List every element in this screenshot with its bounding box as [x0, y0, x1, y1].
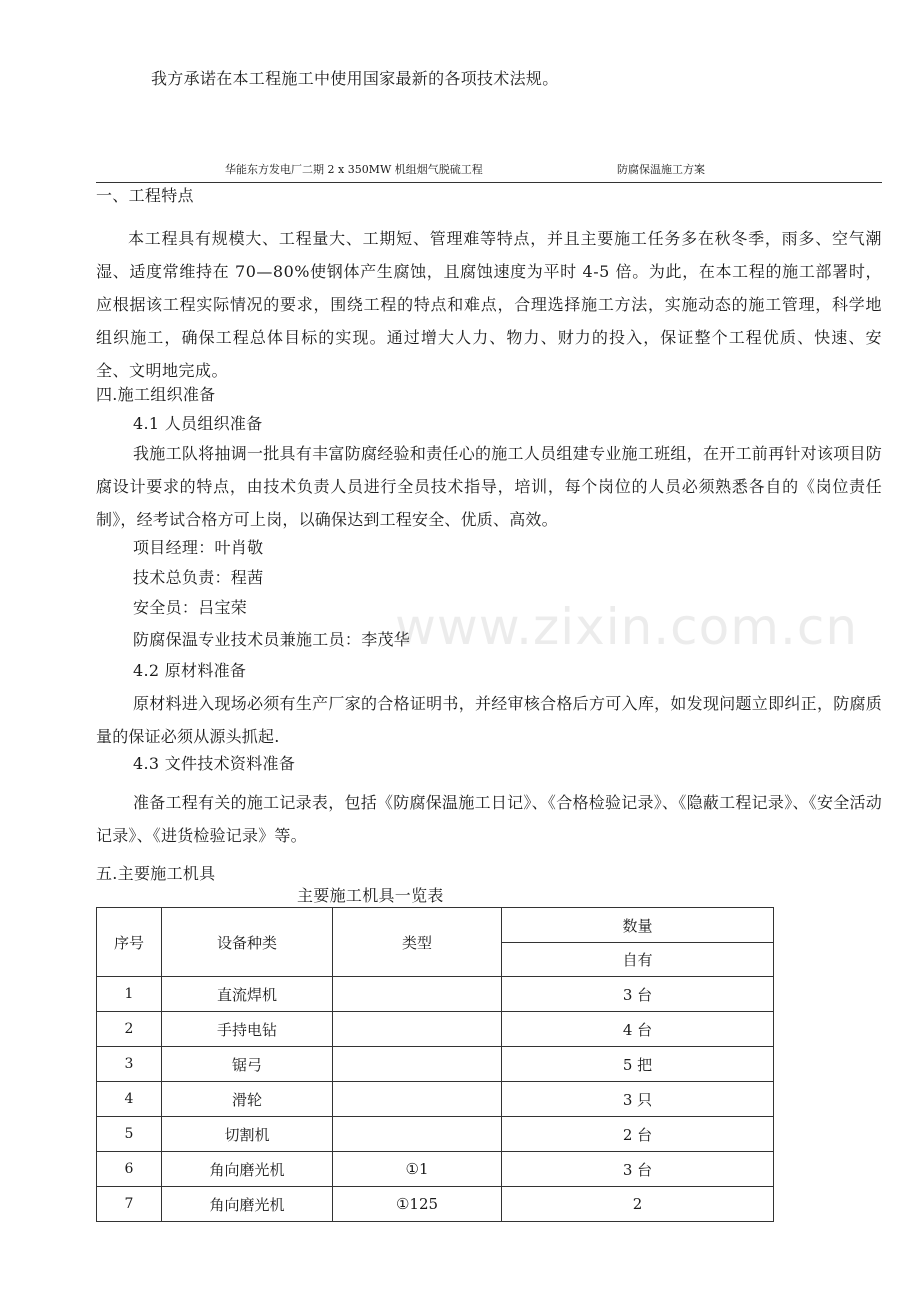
row-seq: 5 [97, 1117, 162, 1152]
row-type: ①1 [333, 1152, 502, 1187]
equipment-table [96, 907, 774, 1222]
column-header-equipment: 设备种类 [162, 908, 333, 977]
section-1-body: 本工程具有规模大、工程量大、工期短、管理难等特点，并且主要施工任务多在秋冬季，雨多、空气潮湿、适度常维持在 70—80%使钢体产生腐蚀，且腐蚀速度为平时 4-5 倍。为此，在本工程的施工部署时，应根据该工程实际情况的要求，围绕工程的特点和难点，合理选择施工方法，实施动态的施工管理，科学地组织施工，确保工程总体目标的实现。通过增大人力、物力、财力的投入，保证整个工程优质、快速、安全、文明地完成。 [96, 229, 882, 380]
row-seq: 4 [97, 1082, 162, 1117]
row-type [333, 1012, 502, 1047]
row-seq: 2 [97, 1012, 162, 1047]
row-equipment: 手持电钻 [162, 1012, 333, 1047]
row-quantity: 3 台 [502, 1152, 774, 1187]
row-equipment: 角向磨光机 [162, 1187, 333, 1222]
row-quantity: 4 台 [502, 1012, 774, 1047]
row-type [333, 977, 502, 1012]
table-row [97, 1117, 774, 1152]
row-quantity: 3 只 [502, 1082, 774, 1117]
row-equipment: 角向磨光机 [162, 1152, 333, 1187]
table-row [97, 1012, 774, 1047]
row-equipment: 滑轮 [162, 1082, 333, 1117]
section-4-2-body: 原材料进入现场必须有生产厂家的合格证明书，并经审核合格后方可入库，如发现问题立即纠正，防腐质量的保证必须从源头抓起. [96, 694, 882, 746]
header-document-title: 防腐保温施工方案 [617, 163, 705, 176]
row-type [333, 1082, 502, 1117]
commitment-line: 我方承诺在本工程施工中使用国家最新的各项技术法规。 [151, 69, 559, 88]
row-seq: 6 [97, 1152, 162, 1187]
row-seq: 1 [97, 977, 162, 1012]
row-quantity: 2 台 [502, 1117, 774, 1152]
column-header-own: 自有 [502, 943, 774, 977]
section-4-2-heading: 4.2 原材料准备 [133, 661, 247, 680]
row-type: ①125 [333, 1187, 502, 1222]
row-seq: 3 [97, 1047, 162, 1082]
row-equipment: 直流焊机 [162, 977, 333, 1012]
section-4-1-heading: 4.1 人员组织准备 [133, 414, 263, 433]
table-row [97, 977, 774, 1012]
staff-technician: 防腐保温专业技术员兼施工员：李茂华 [133, 630, 411, 649]
section-4-3-heading: 4.3 文件技术资料准备 [133, 754, 296, 773]
table-row [97, 1187, 774, 1222]
row-quantity: 3 台 [502, 977, 774, 1012]
header-rule [96, 182, 882, 183]
table-row [97, 1082, 774, 1117]
row-type [333, 1047, 502, 1082]
staff-technical-lead: 技术总负责：程茜 [133, 568, 264, 587]
section-1-heading: 一、工程特点 [96, 186, 194, 205]
column-header-seq: 序号 [97, 908, 162, 977]
section-5-heading: 五.主要施工机具 [96, 864, 216, 883]
column-header-quantity: 数量 [502, 908, 774, 943]
section-4-heading: 四.施工组织准备 [96, 385, 216, 404]
row-equipment: 切割机 [162, 1117, 333, 1152]
staff-project-manager: 项目经理：叶肖敬 [133, 538, 264, 557]
row-type [333, 1117, 502, 1152]
staff-safety-officer: 安全员：吕宝荣 [133, 598, 248, 617]
row-quantity: 5 把 [502, 1047, 774, 1082]
column-header-type: 类型 [333, 908, 502, 977]
watermark: www.zixin.com.cn [395, 598, 859, 656]
table-row [97, 1047, 774, 1082]
row-quantity: 2 [502, 1187, 774, 1222]
table-row [97, 1152, 774, 1187]
table-title: 主要施工机具一览表 [297, 886, 444, 905]
section-4-3-body: 准备工程有关的施工记录表，包括《防腐保温施工日记》、《合格检验记录》、《隐蔽工程记录》、《安全活动记录》、《进货检验记录》等。 [96, 793, 882, 845]
row-seq: 7 [97, 1187, 162, 1222]
row-equipment: 锯弓 [162, 1047, 333, 1082]
section-4-1-body: 我施工队将抽调一批具有丰富防腐经验和责任心的施工人员组建专业施工班组，在开工前再针对该项目防腐设计要求的特点，由技术负责人员进行全员技术指导，培训，每个岗位的人员必须熟悉各自的《岗位责任制》，经考试合格方可上岗，以确保达到工程安全、优质、高效。 [96, 444, 882, 529]
header-project-name: 华能东方发电厂二期 2 x 350MW 机组烟气脱硫工程 [225, 163, 483, 176]
